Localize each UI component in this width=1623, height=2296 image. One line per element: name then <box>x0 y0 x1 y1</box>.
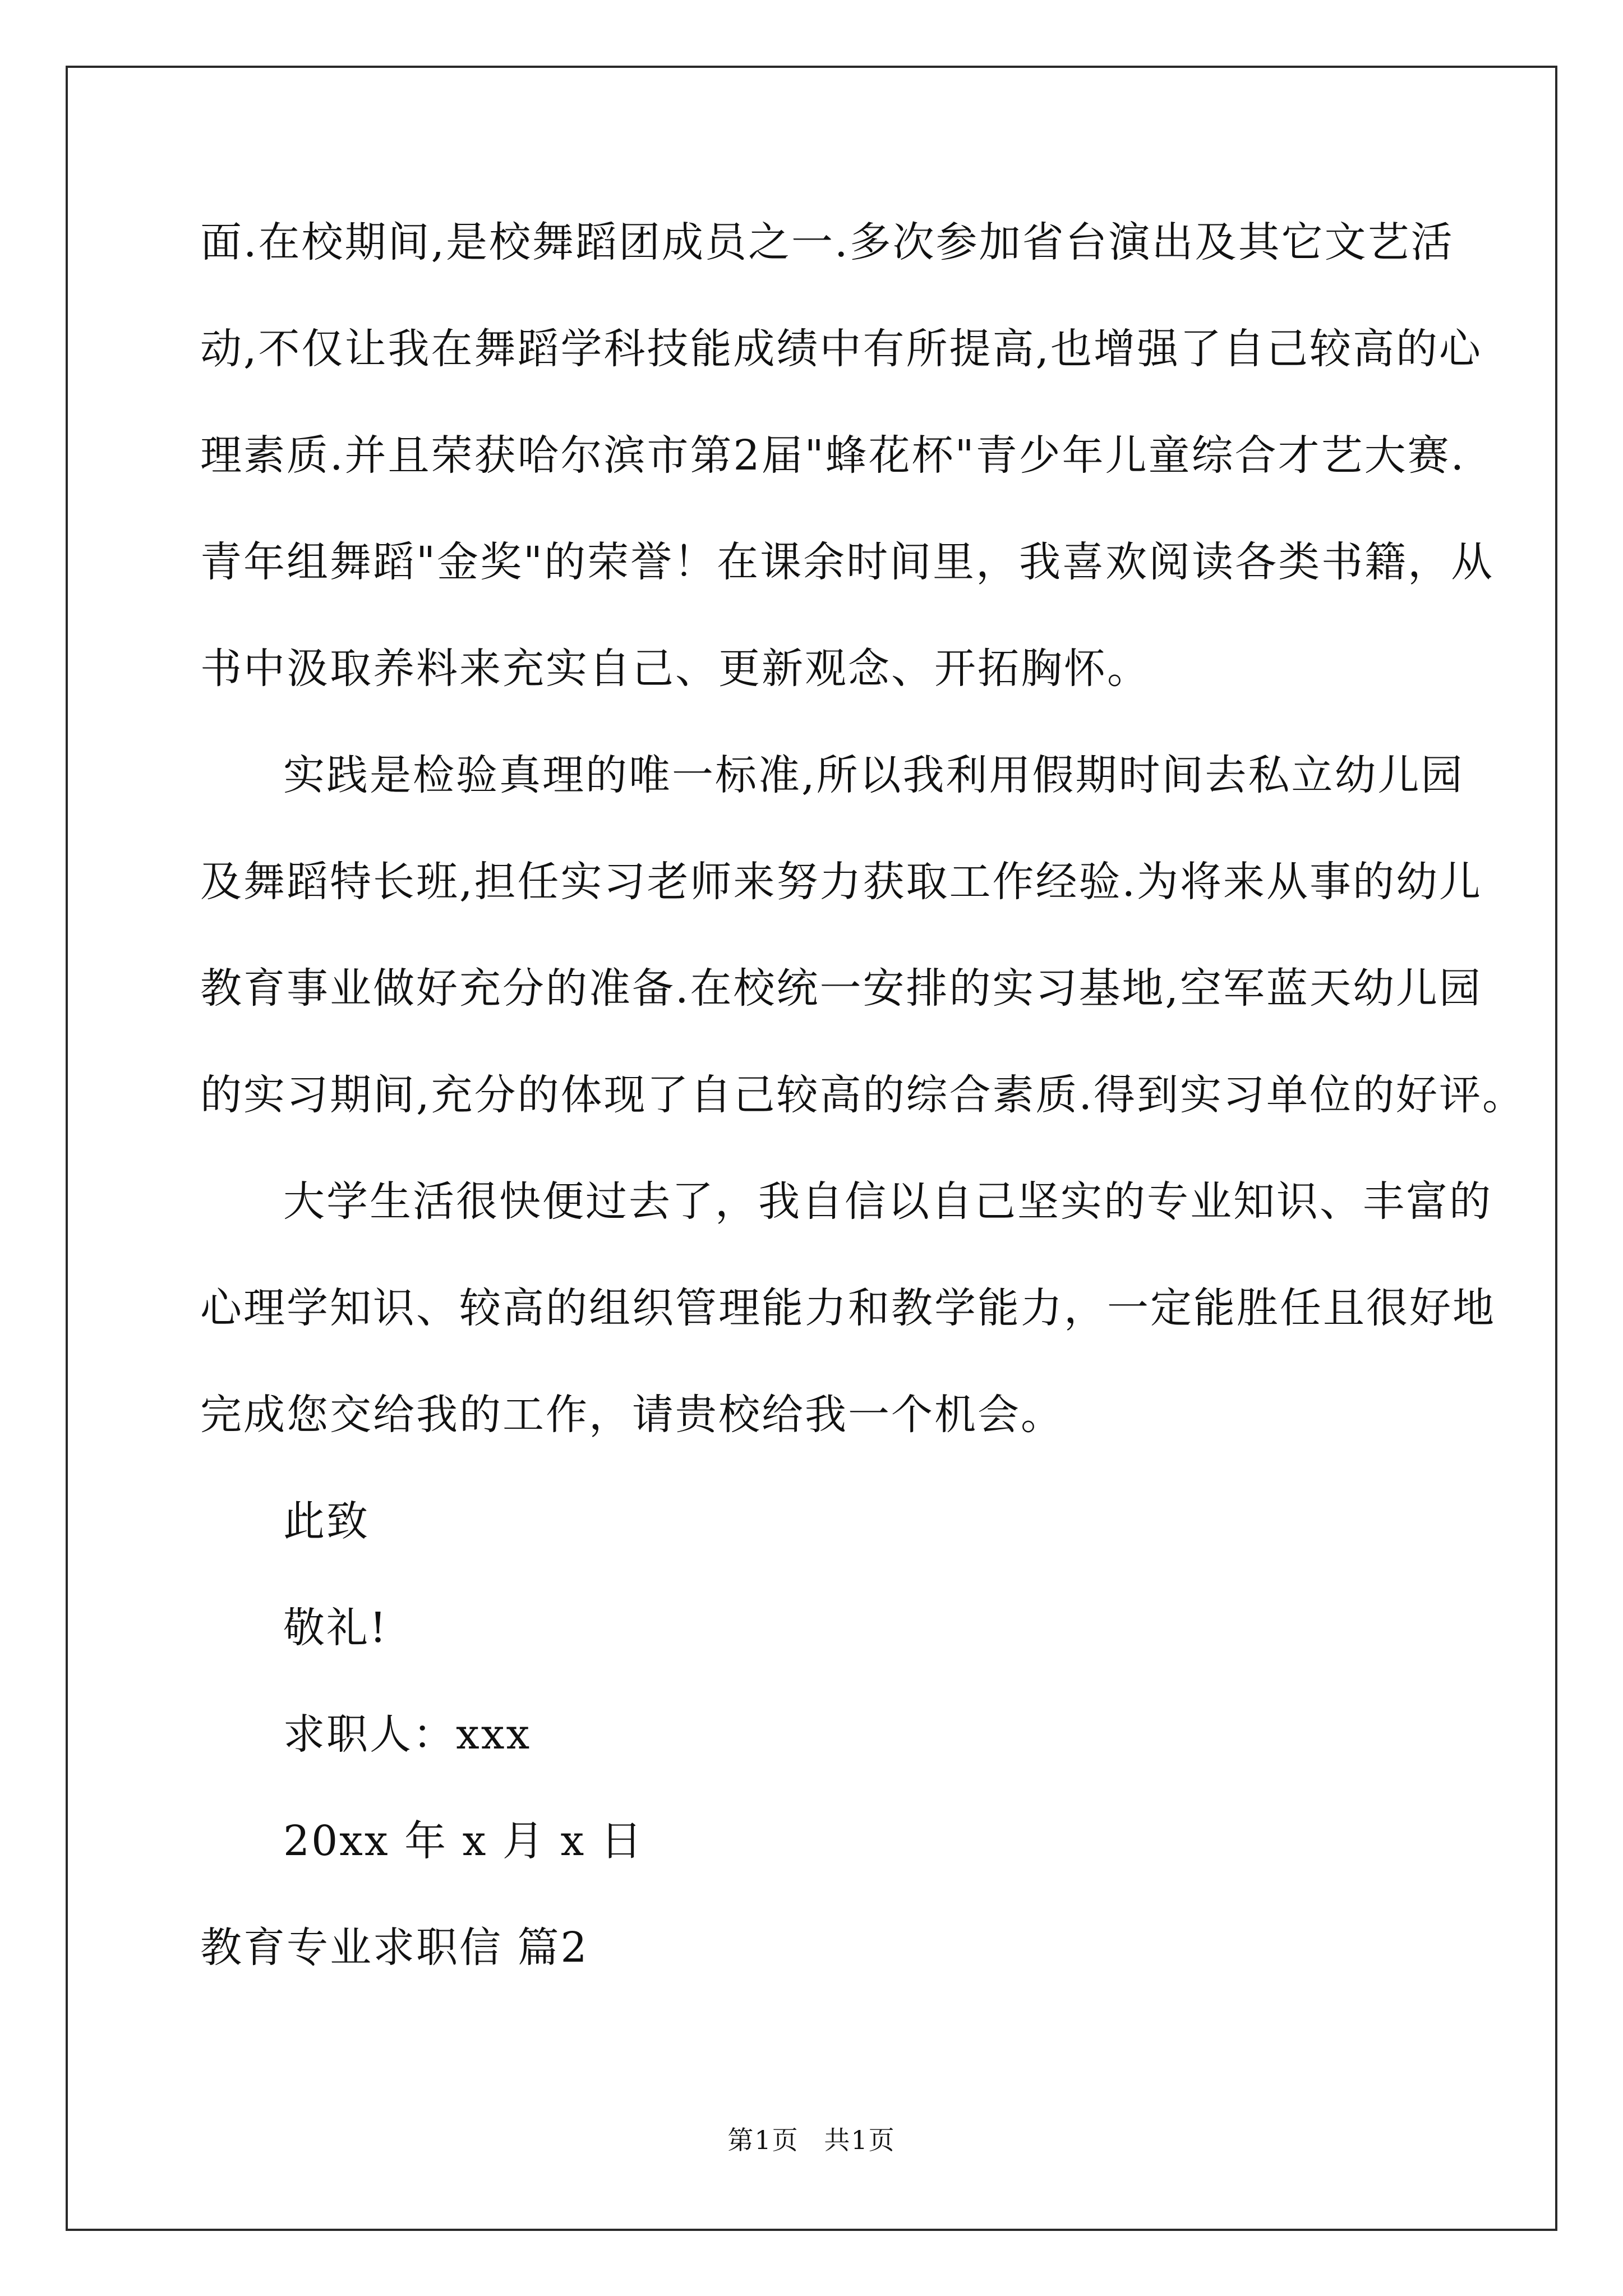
applicant-signature: 求职人：xxx <box>283 1710 532 1759</box>
closing-salutation: 此致 <box>283 1497 370 1545</box>
text-line: 面.在校期间,是校舞蹈团成员之一.多次参加省台演出及其它文艺活 <box>200 218 1454 266</box>
text-line: 理素质.并且荣获哈尔滨市第2届"蜂花杯"青少年儿童综合才艺大赛. <box>200 431 1466 480</box>
text-line: 书中汲取养料来充实自己、更新观念、开拓胸怀。 <box>200 645 1150 693</box>
closing-regards: 敬礼! <box>283 1604 388 1652</box>
text-line: 的实习期间,充分的体现了自己较高的综合素质.得到实习单位的好评。 <box>200 1071 1526 1119</box>
page-current: 第1页 <box>727 2125 799 2155</box>
text-line: 完成您交给我的工作，请贵校给我一个机会。 <box>200 1391 1064 1439</box>
letter-date: 20xx 年 x 月 x 日 <box>283 1817 644 1865</box>
page-footer <box>0 2127 1623 2153</box>
page-total: 共1页 <box>824 2125 896 2155</box>
text-line: 教育事业做好充分的准备.在校统一安排的实习基地,空军蓝天幼儿园 <box>200 964 1483 1013</box>
text-line: 青年组舞蹈"金奖"的荣誉！在课余时间里，我喜欢阅读各类书籍，从 <box>200 538 1495 586</box>
page-border <box>66 66 1557 2231</box>
text-line: 心理学知识、较高的组织管理能力和教学能力，一定能胜任且很好地 <box>200 1284 1496 1332</box>
section-heading: 教育专业求职信 篇2 <box>200 1924 589 1972</box>
text-line: 及舞蹈特长班,担任实习老师来努力获取工作经验.为将来从事的幼儿 <box>200 858 1483 906</box>
text-line: 动,不仅让我在舞蹈学科技能成绩中有所提高,也增强了自己较高的心 <box>200 325 1483 373</box>
paragraph-start-line: 大学生活很快便过去了，我自信以自己坚实的专业知识、丰富的 <box>283 1177 1492 1226</box>
paragraph-start-line: 实践是检验真理的唯一标准,所以我利用假期时间去私立幼儿园 <box>283 751 1464 799</box>
